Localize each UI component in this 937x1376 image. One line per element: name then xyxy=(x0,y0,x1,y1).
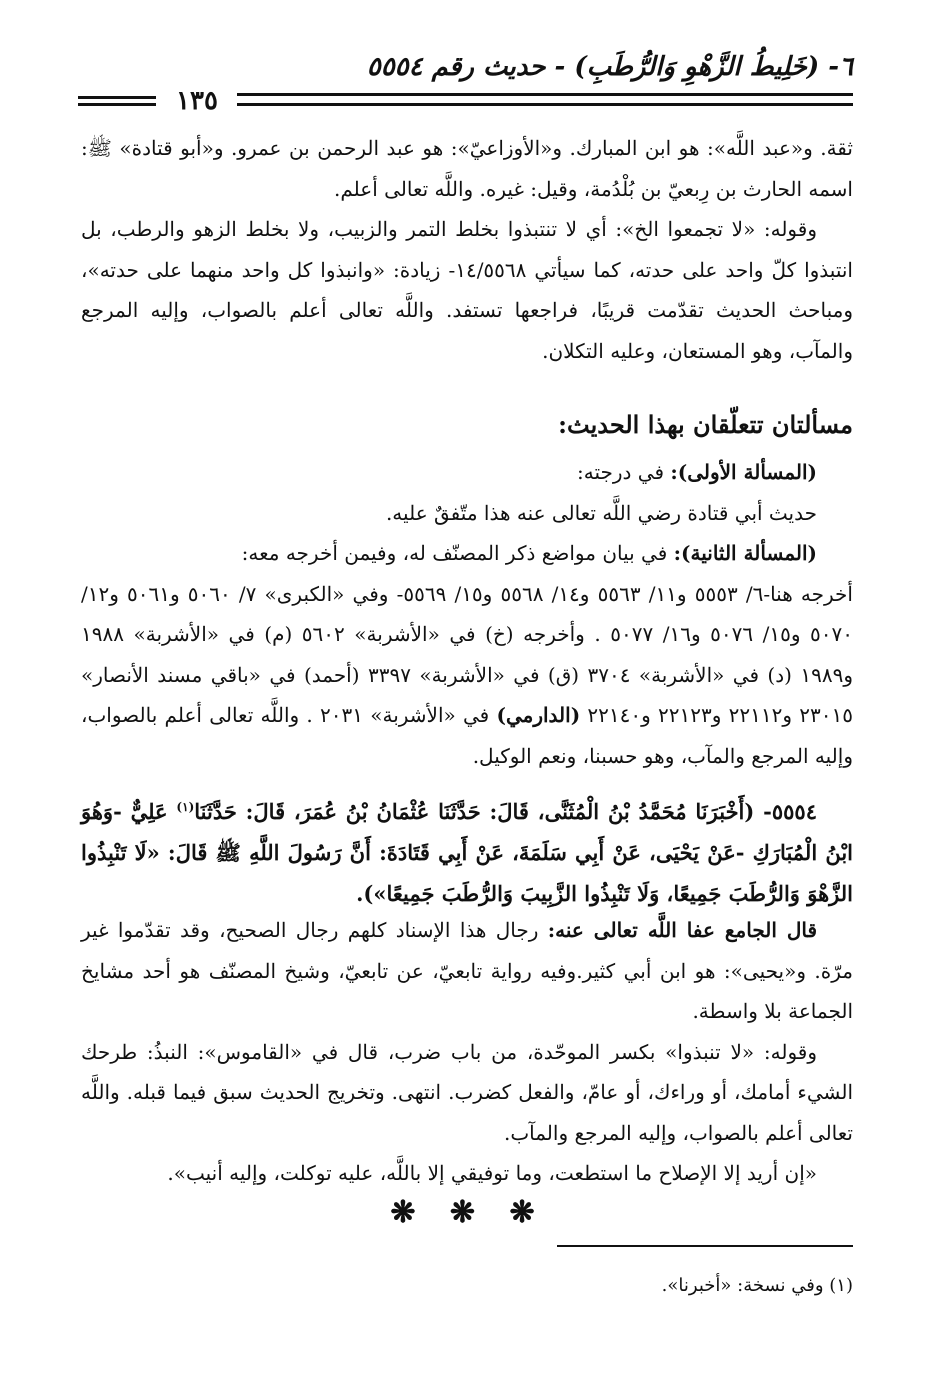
page-number: ١٣٥ xyxy=(176,86,218,116)
commentary-paragraph-2: وقوله: «لا تنبذوا» بكسر الموحّدة، من باب ضرب، قال في «القاموس»: النبذُ: طرحك الشيء أمامك، أو وراءك، أو عامّ، والفعل كضرب. انتهى. وتخريج الحديث سبق فيما قبله. واللَّه تعالى أعلم بالصواب، وإليه المرجع والمآب. xyxy=(81,1039,853,1145)
hadith-text-a: ٥٥٥٤- (أَخْبَرَنَا مُحَمَّدُ بْنُ الْمُثَنَّى، قَالَ: حَدَّثَنَا عُثْمَانُ بْنُ عُمَرَ، قَالَ: حَدَّثَنَا xyxy=(194,799,817,824)
issue-one-line xyxy=(81,452,853,493)
closing-quote: «إن أريد إلا الإصلاح ما استطعت، وما توفيقي إلا باللَّه، عليه توكلت، وإليه أنيب». xyxy=(167,1161,817,1185)
paragraph: وقوله: «لا تجمعوا الخ»: أي لا تنتبذوا بخلط التمر والزبيب، ولا بخلط الزهو والرطب، بل انتبذوا كلّ واحد على حدته، كما سيأتي ١٤/٥٥٦٨- زيادة: «وانبذوا كل واحد منهما على حدته»، ومباحث الحديث تقدّمت قريبًا، فراجعها تستفد. واللَّه تعالى أعلم بالصواب، وإليه المرجع والمآب، وهو المستعان، وعليه التكلان. xyxy=(81,217,853,363)
issue-two-label: (المسألة الثانية): xyxy=(673,541,817,565)
commentary-label: قال الجامع عفا اللَّه تعالى عنه: xyxy=(547,918,818,942)
header-rule-left-lower xyxy=(78,103,156,106)
issue-two-detail xyxy=(81,574,853,777)
commentary-text: رجال هذا الإسناد كلهم رجال الصحيح، وقد تقدّموا غير مرّة. و«يحيى»: هو ابن أبي كثير.وفيه رواية تابعيّ، عن تابعيّ، وشيخ المصنّف هو أحد مشايخ الجماعة بلا واسطة. xyxy=(81,918,853,1023)
issue-one-label: (المسألة الأولى): xyxy=(670,460,817,484)
commentary-block xyxy=(81,910,853,1194)
section-heading: مسألتان تتعلّقان بهذا الحديث: xyxy=(558,410,853,439)
header-rule-left xyxy=(78,96,156,99)
issue-one-detail: حديث أبي قتادة رضي اللَّه تعالى عنه هذا متّفقٌ عليه. xyxy=(385,500,817,525)
issue-two-detail-end: في «الأشربة» ٢٠٣١ . واللَّه تعالى أعلم بالصواب، وإليه المرجع والمآب، وهو حسبنا، ونعم الوكيل. xyxy=(81,703,853,768)
section-separator: ❋ ❋ ❋ xyxy=(390,1195,547,1230)
issue-two-detail-text: أخرجه هنا-٦/ ٥٥٥٣ و١١/ ٥٥٦٣ و١٤/ ٥٥٦٨ و١٥/ ٥٥٦٩- وفي «الكبرى» ٧/ ٥٠٦٠ و٥٠٦١ و١٢/ ٥٠٧٠ و١٥/ ٥٠٧٦ و١٦/ ٥٠٧٧ . وأخرجه (خ) في «الأشربة» ٥٦٠٢ (م) في «الأشربة» ١٩٨٨ و١٩٨٩ (د) في «الأشربة» ٣٧٠٤ (ق) في «الأشربة» ٣٣٩٧ (أحمد) في «باقي مسند الأنصار» ٢٣٠١٥ و٢٢١١٢ و٢٢١٢٣ و٢٢١٤٠ xyxy=(81,581,853,727)
footnote-marker: (١) xyxy=(176,800,195,814)
issue-one-text: في درجته: xyxy=(577,460,665,484)
hadith-text xyxy=(81,787,853,914)
hadith-text-b: عَلِيٌّ -وَهُوَ ابْنُ الْمُبَارَكِ -عَنْ يَحْيَى، عَنْ أَبِي سَلَمَةَ، عَنْ أَبِي قَتَادَةَ: أَنَّ رَسُولَ اللَّهِ ﷺ قَالَ: «لَا تَنْبِذُوا الزَّهْوَ وَالرُّطَبَ جَمِيعًا، وَلَا تَنْبِذُوا الزَّبِيبَ وَالرُّطَبَ جَمِيعًا»). xyxy=(81,799,853,906)
issue-two-line xyxy=(81,533,853,574)
footnote-rule xyxy=(557,1245,853,1247)
issue-two-text: في بيان مواضع ذكر المصنّف له، وفيمن أخرجه معه: xyxy=(241,541,668,565)
footnote: (١) وفي نسخة: «أخبرنا». xyxy=(661,1275,853,1296)
body-text-top xyxy=(81,128,853,371)
issues-block xyxy=(81,452,853,776)
header-rule-lower xyxy=(237,103,853,106)
header-rule xyxy=(237,93,853,96)
paragraph: ثقة. و«عبد اللَّه»: هو ابن المبارك. و«الأوزاعيّ»: هو عبد الرحمن بن عمرو. و«أبو قتادة» ﷺ: اسمه الحارث بن رِبعيّ بن بُلْدُمة، وقيل: غيره. واللَّه تعالى أعلم. xyxy=(81,136,853,201)
running-header-title: ٦- (خَلِيطُ الزَّهْوِ وَالرُّطَبِ) - حديث رقم ٥٥٥٤ xyxy=(366,52,853,82)
commentary-paragraph xyxy=(81,910,853,1032)
issue-two-detail-bold: (الدارمي) xyxy=(496,703,581,727)
